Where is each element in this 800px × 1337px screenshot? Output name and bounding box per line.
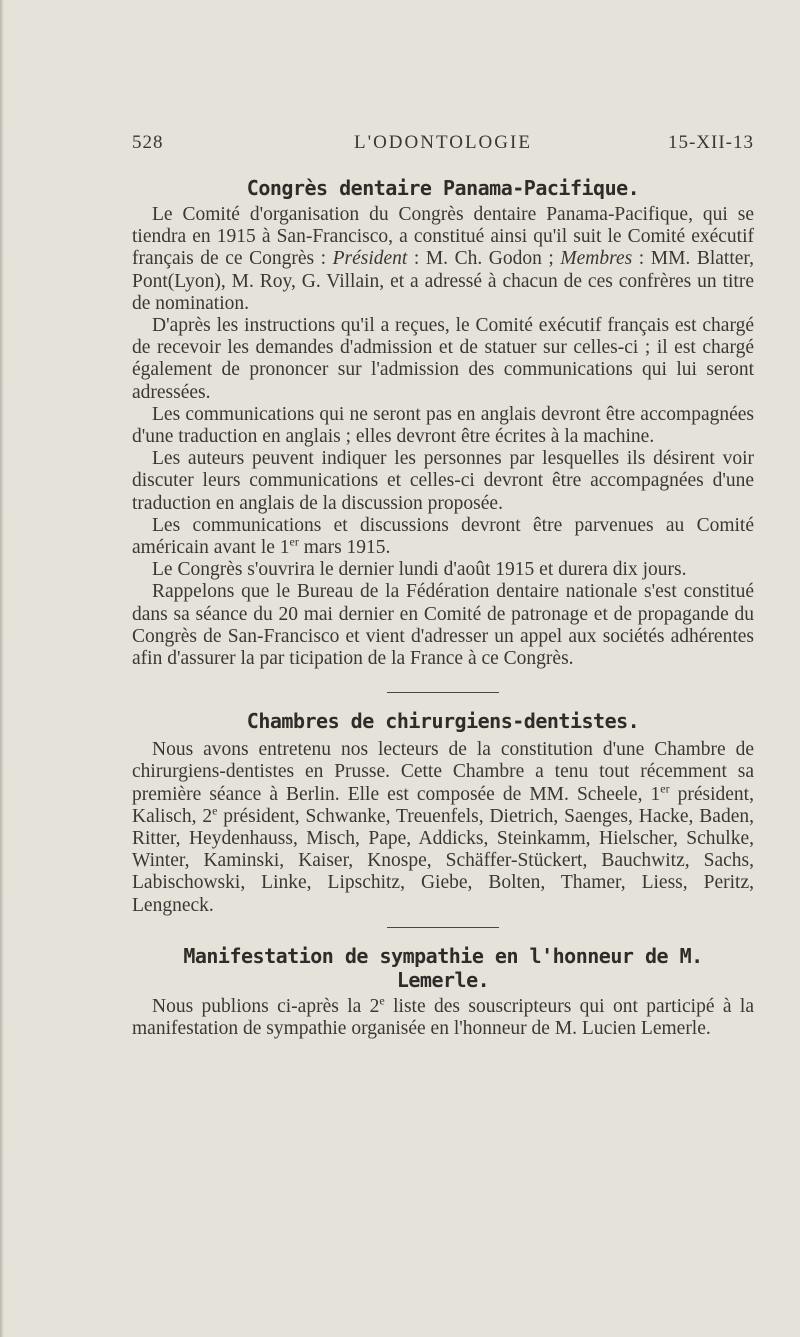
page-edge: [0, 0, 4, 1337]
paragraph: [132, 739, 754, 917]
paragraph: D'après les instructions qu'il a reçues, le Comité exécutif français est chargé de recevoir les demandes d'admission et de statuer sur celles-ci ; il est chargé également de prononcer sur l'admission des communications qui lui seront adressées.: [132, 315, 754, 403]
text-run: mars 1915.: [298, 537, 391, 559]
paragraph: Rappelons que le Bureau de la Fédération dentaire nationale s'est constitué dans sa séance du 20 mai dernier en Comité de patronage et de propagande du Congrès de San-Francisco et vient d'adresser un appel aux sociétés adhérentes afin d'assurer la par ticipation de la France à ce Congrès.: [132, 581, 754, 670]
superscript: e: [212, 803, 218, 818]
paragraph: Le Congrès s'ouvrira le dernier lundi d'août 1915 et durera dix jours.: [152, 559, 687, 581]
text-run: Le Comité d'organisation du Congrès dentaire Panama-Pacifique, qui se tiendra en 1915 à San-Francisco, a constitué ainsi qu'il suit le Comité exécutif français de ce Congrès :: [132, 204, 754, 270]
paragraph: [132, 993, 754, 1040]
journal-title: L'ODONTOLOGIE: [354, 132, 532, 153]
page-number: 528: [132, 132, 164, 153]
paragraph: Les auteurs peuvent indiquer les personnes par lesquelles ils désirent voir discuter leurs communications et celles-ci devront être accompagnées d'une traduction en anglais de la discussion proposée.: [132, 448, 754, 514]
members-label: Membres: [560, 248, 633, 270]
text-run: liste des souscripteurs qui ont participé à la manifestation de sympathie organisée en l'honneur de M. Lucien Lemerle.: [132, 995, 754, 1040]
text-run: président, Kalisch, 2: [132, 783, 754, 827]
paragraph: Les communications qui ne seront pas en anglais devront être accompagnées d'une traduction en anglais ; elles devront être écrites à la machine.: [132, 403, 754, 448]
section-title-panama-congress: Congrès dentaire Panama-Pacifique.: [246, 176, 640, 200]
text-run: Les communications et discussions devront être parvenues au Comité américain avant le 1: [132, 514, 754, 559]
section-title-dental-chambers: Chambres de chirurgiens-dentistes.: [246, 709, 640, 734]
text-run: : MM. Blatter, Pont(Lyon), M. Roy, G. Villain, et a adressé à chacun de ces confrères un titre de nomination.: [132, 248, 754, 314]
text-run: : M. Ch. Godon ;: [407, 248, 561, 270]
section-title-lemerle-tribute: Manifestation de sympathie en l'honneur de M. Lemerle.: [183, 943, 703, 992]
paragraph: [132, 515, 754, 559]
running-head: [132, 126, 754, 156]
issue-date: 15-XII-13: [667, 132, 754, 153]
section-divider: [387, 927, 499, 928]
text-run: Nous avons entretenu nos lecteurs de la constitution d'une Chambre de chirurgiens-dentistes en Prusse. Cette Chambre a tenu tout récemment sa première séance à Berlin. Elle est composée de MM. Scheele, 1: [132, 739, 754, 805]
page-content: [132, 126, 754, 1040]
text-run: Nous publions ci-après la 2: [152, 995, 380, 1017]
section-divider: [387, 692, 499, 693]
superscript: er: [660, 781, 670, 796]
paragraph: [132, 204, 754, 315]
text-run: président, Schwanke, Treuenfels, Dietrich, Saenges, Hacke, Baden, Ritter, Heydenhauss, Misch, Pape, Addicks, Steinkamm, Hielscher, Schulke, Winter, Kaminski, Kaiser, Knospe, Schäffer-Stückert, Bauchwitz, Sachs, Labischowski, Linke, Lipschitz, Giebe, Bolten, Thamer, Liess, Peritz, Lengneck.: [132, 805, 754, 916]
president-label: Président: [332, 248, 408, 270]
superscript: e: [379, 993, 385, 1008]
superscript: er: [289, 534, 299, 549]
